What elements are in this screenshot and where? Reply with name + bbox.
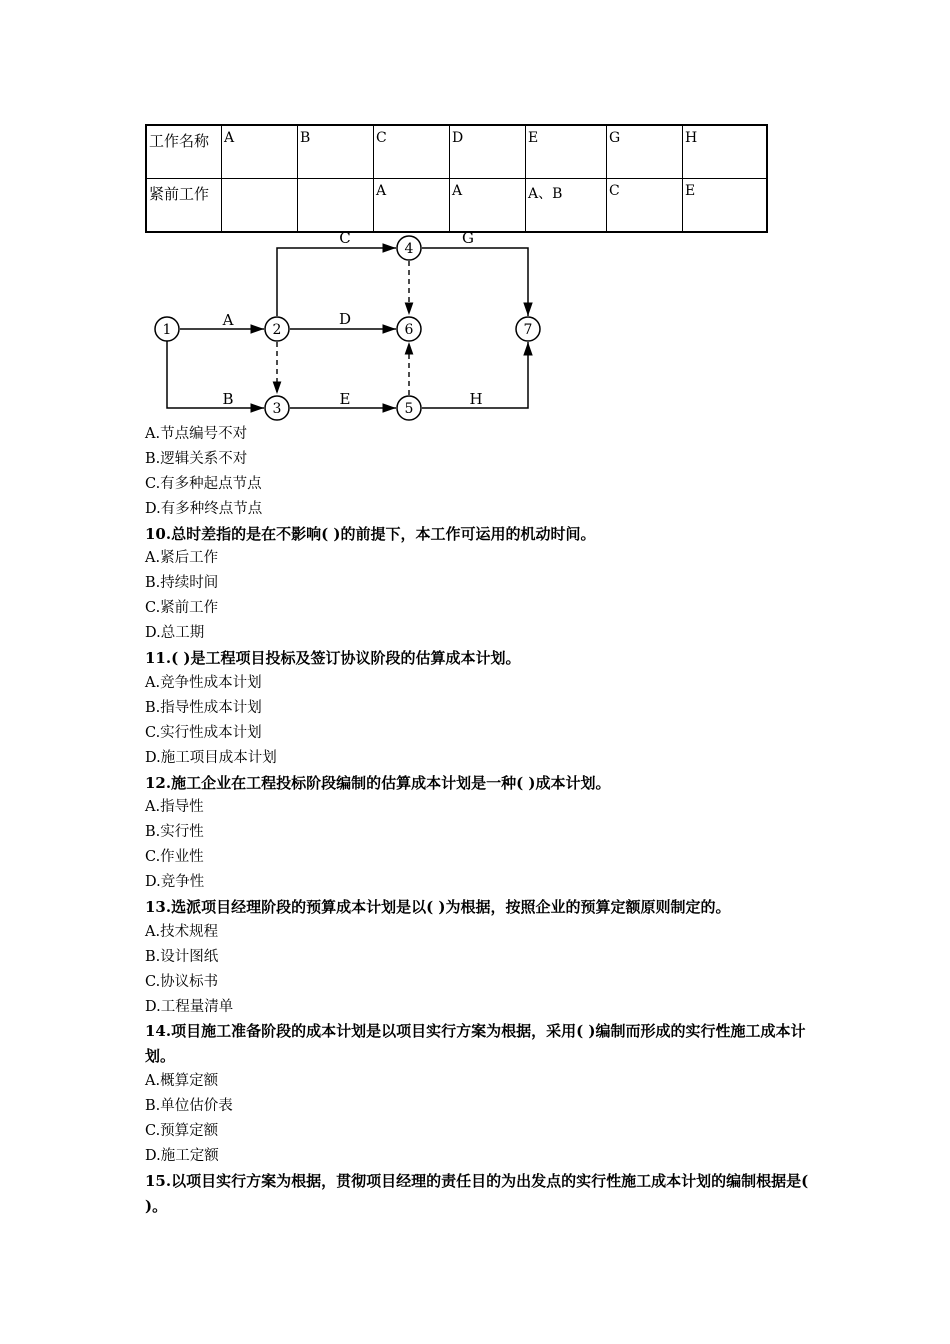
node-label: 7 [523,322,533,338]
node-label: 5 [404,401,414,417]
node-2 [265,317,289,341]
question-10: 10.总时差指的是在不影响( )的前提下，本工作可运用的机动时间。 [145,524,596,543]
q12-option-a: A.指导性 [145,799,204,816]
arrow-g [422,248,528,316]
table-cell: D [450,125,526,179]
q11-option-a: A.竞争性成本计划 [145,674,262,691]
arrow-b [167,341,264,408]
question-13: 13.选派项目经理阶段的预算成本计划是以( )为根据，按照企业的预算定额原则制定的。 [145,897,731,916]
activity-label-c: C [339,229,351,247]
q13-option-a: A.技术规程 [145,923,219,940]
node-label: 6 [404,322,414,338]
q11-option-b: B.指导性成本计划 [145,699,262,716]
row-header: 紧前工作 [146,179,222,233]
q12-option-c: C.作业性 [145,849,204,866]
question-14: 14.项目施工准备阶段的成本计划是以项目实行方案为根据，采用( )编制而形成的实行性施工成本计划。 [145,1022,806,1066]
activity-label-b: B [222,390,234,408]
question-list [145,422,825,1219]
node-label: 3 [272,401,282,417]
q14-option-b: B.单位估价表 [145,1098,233,1115]
q14-option-a: A.概算定额 [145,1073,219,1090]
q9-option-b: B.逻辑关系不对 [145,450,248,467]
q10-option-c: C.紧前工作 [145,600,219,617]
question-15: 15.以项目实行方案为根据，贯彻项目经理的责任目的为出发点的实行性施工成本计划的编制根据是( )。 [145,1171,809,1215]
network-diagram [140,228,560,424]
table-row [146,179,767,233]
node-4 [397,236,421,260]
q13-option-d: D.工程量清单 [145,998,234,1015]
activity-label-e: E [339,390,351,408]
q10-option-b: B.持续时间 [145,575,219,592]
row-header: 工作名称 [146,125,222,179]
q9-option-d: D.有多种终点节点 [145,500,263,517]
activity-label-a: A [222,311,234,329]
node-label: 2 [272,322,282,338]
question-11: 11.( )是工程项目投标及签订协议阶段的估算成本计划。 [145,649,521,668]
q12-option-b: B.实行性 [145,824,204,841]
arrow-c [277,248,396,316]
node-1 [155,317,179,341]
q13-option-c: C.协议标书 [145,973,219,990]
q10-option-d: D.总工期 [145,625,205,642]
table-cell: B [298,125,374,179]
activity-label-g: G [462,229,474,247]
q12-option-d: D.竞争性 [145,874,205,891]
table-cell: E [683,179,768,233]
table-cell: A、B [526,179,607,233]
node-3 [265,396,289,420]
table-cell: C [607,179,683,233]
q11-option-c: C.实行性成本计划 [145,724,262,741]
table-cell [222,179,298,233]
table-cell: A [374,179,450,233]
q9-option-a: A.节点编号不对 [145,426,248,442]
q10-option-a: A.紧后工作 [145,550,219,567]
table-cell: C [374,125,450,179]
node-6 [397,317,421,341]
table-cell: A [222,125,298,179]
activity-label-d: D [338,310,352,328]
table-cell: E [526,125,607,179]
table-cell: G [607,125,683,179]
table-cell: A [450,179,526,233]
precedence-table [145,124,768,233]
table-cell: H [683,125,768,179]
q13-option-b: B.设计图纸 [145,948,219,965]
q14-option-c: C.预算定额 [145,1123,219,1140]
q11-option-d: D.施工项目成本计划 [145,749,277,766]
node-5 [397,396,421,420]
table-cell [298,179,374,233]
q9-option-c: C.有多种起点节点 [145,475,262,492]
activity-label-h: H [469,390,483,408]
node-label: 4 [404,241,414,257]
node-label: 1 [162,322,172,338]
table-row [146,125,767,179]
q14-option-d: D.施工定额 [145,1147,219,1164]
node-7 [516,317,540,341]
question-12: 12.施工企业在工程投标阶段编制的估算成本计划是一种( )成本计划。 [145,773,611,792]
